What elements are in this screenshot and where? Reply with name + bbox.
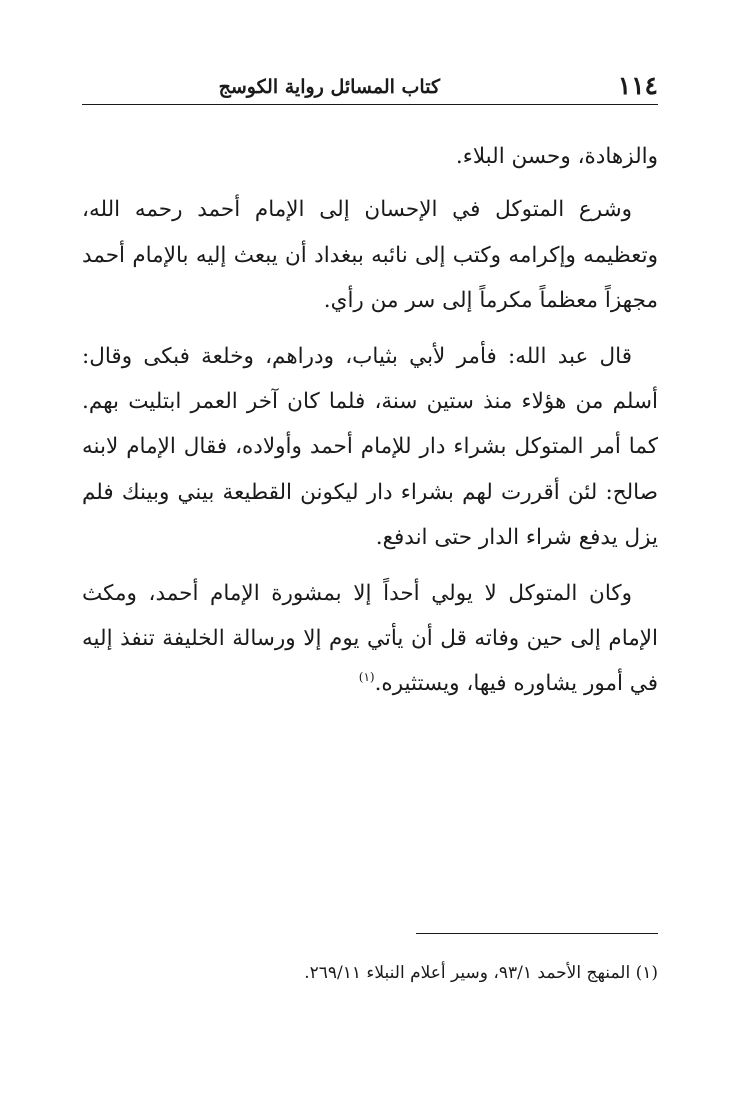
paragraph: والزهادة، وحسن البلاء. [455, 144, 658, 169]
paragraph: قال عبد الله: فأمر لأبي بثياب، ودراهم، وخلعة فبكى وقال: أسلم من هؤلاء منذ ستين سنة، فلما كان آخر العمر ابتليت بهم. كما أمر المتوكل بشراء دار للإمام أحمد وأولاده، فقال الإمام لابنه صالح: لئن أقررت لهم بشراء دار ليكونن القطيعة بيني وبينك فلم يزل يدفع شراء الدار حتى اندفع. [82, 343, 658, 551]
footnote-divider [416, 933, 658, 934]
paragraph-text: وكان المتوكل لا يولي أحداً إلا بمشورة الإمام أحمد، ومكث الإمام إلى حين وفاته قل أن يأتي يوم إلا ورسالة الخليفة تنفذ إليه في أمور يشاوره فيها، ويستثيره. [82, 580, 658, 697]
page-header [82, 70, 658, 105]
page-number: ١١٤ [617, 71, 658, 100]
running-title: كتاب المسائل رواية الكوسج [218, 76, 440, 98]
paragraph: وشرع المتوكل في الإحسان إلى الإمام أحمد رحمه الله، وتعظيمه وإكرامه وكتب إلى نائبه ببغداد أن يبعث إليه بالإمام أحمد مجهزاً معظماً مكرماً إلى سر من رأي. [82, 197, 658, 314]
paragraph [82, 571, 658, 707]
main-text [82, 134, 658, 717]
footnote-reference: (١) [358, 670, 375, 685]
footnote: (١) المنهج الأحمد ٩٣/١، وسير أعلام النبلاء ٢٦٩/١١. [304, 963, 658, 983]
